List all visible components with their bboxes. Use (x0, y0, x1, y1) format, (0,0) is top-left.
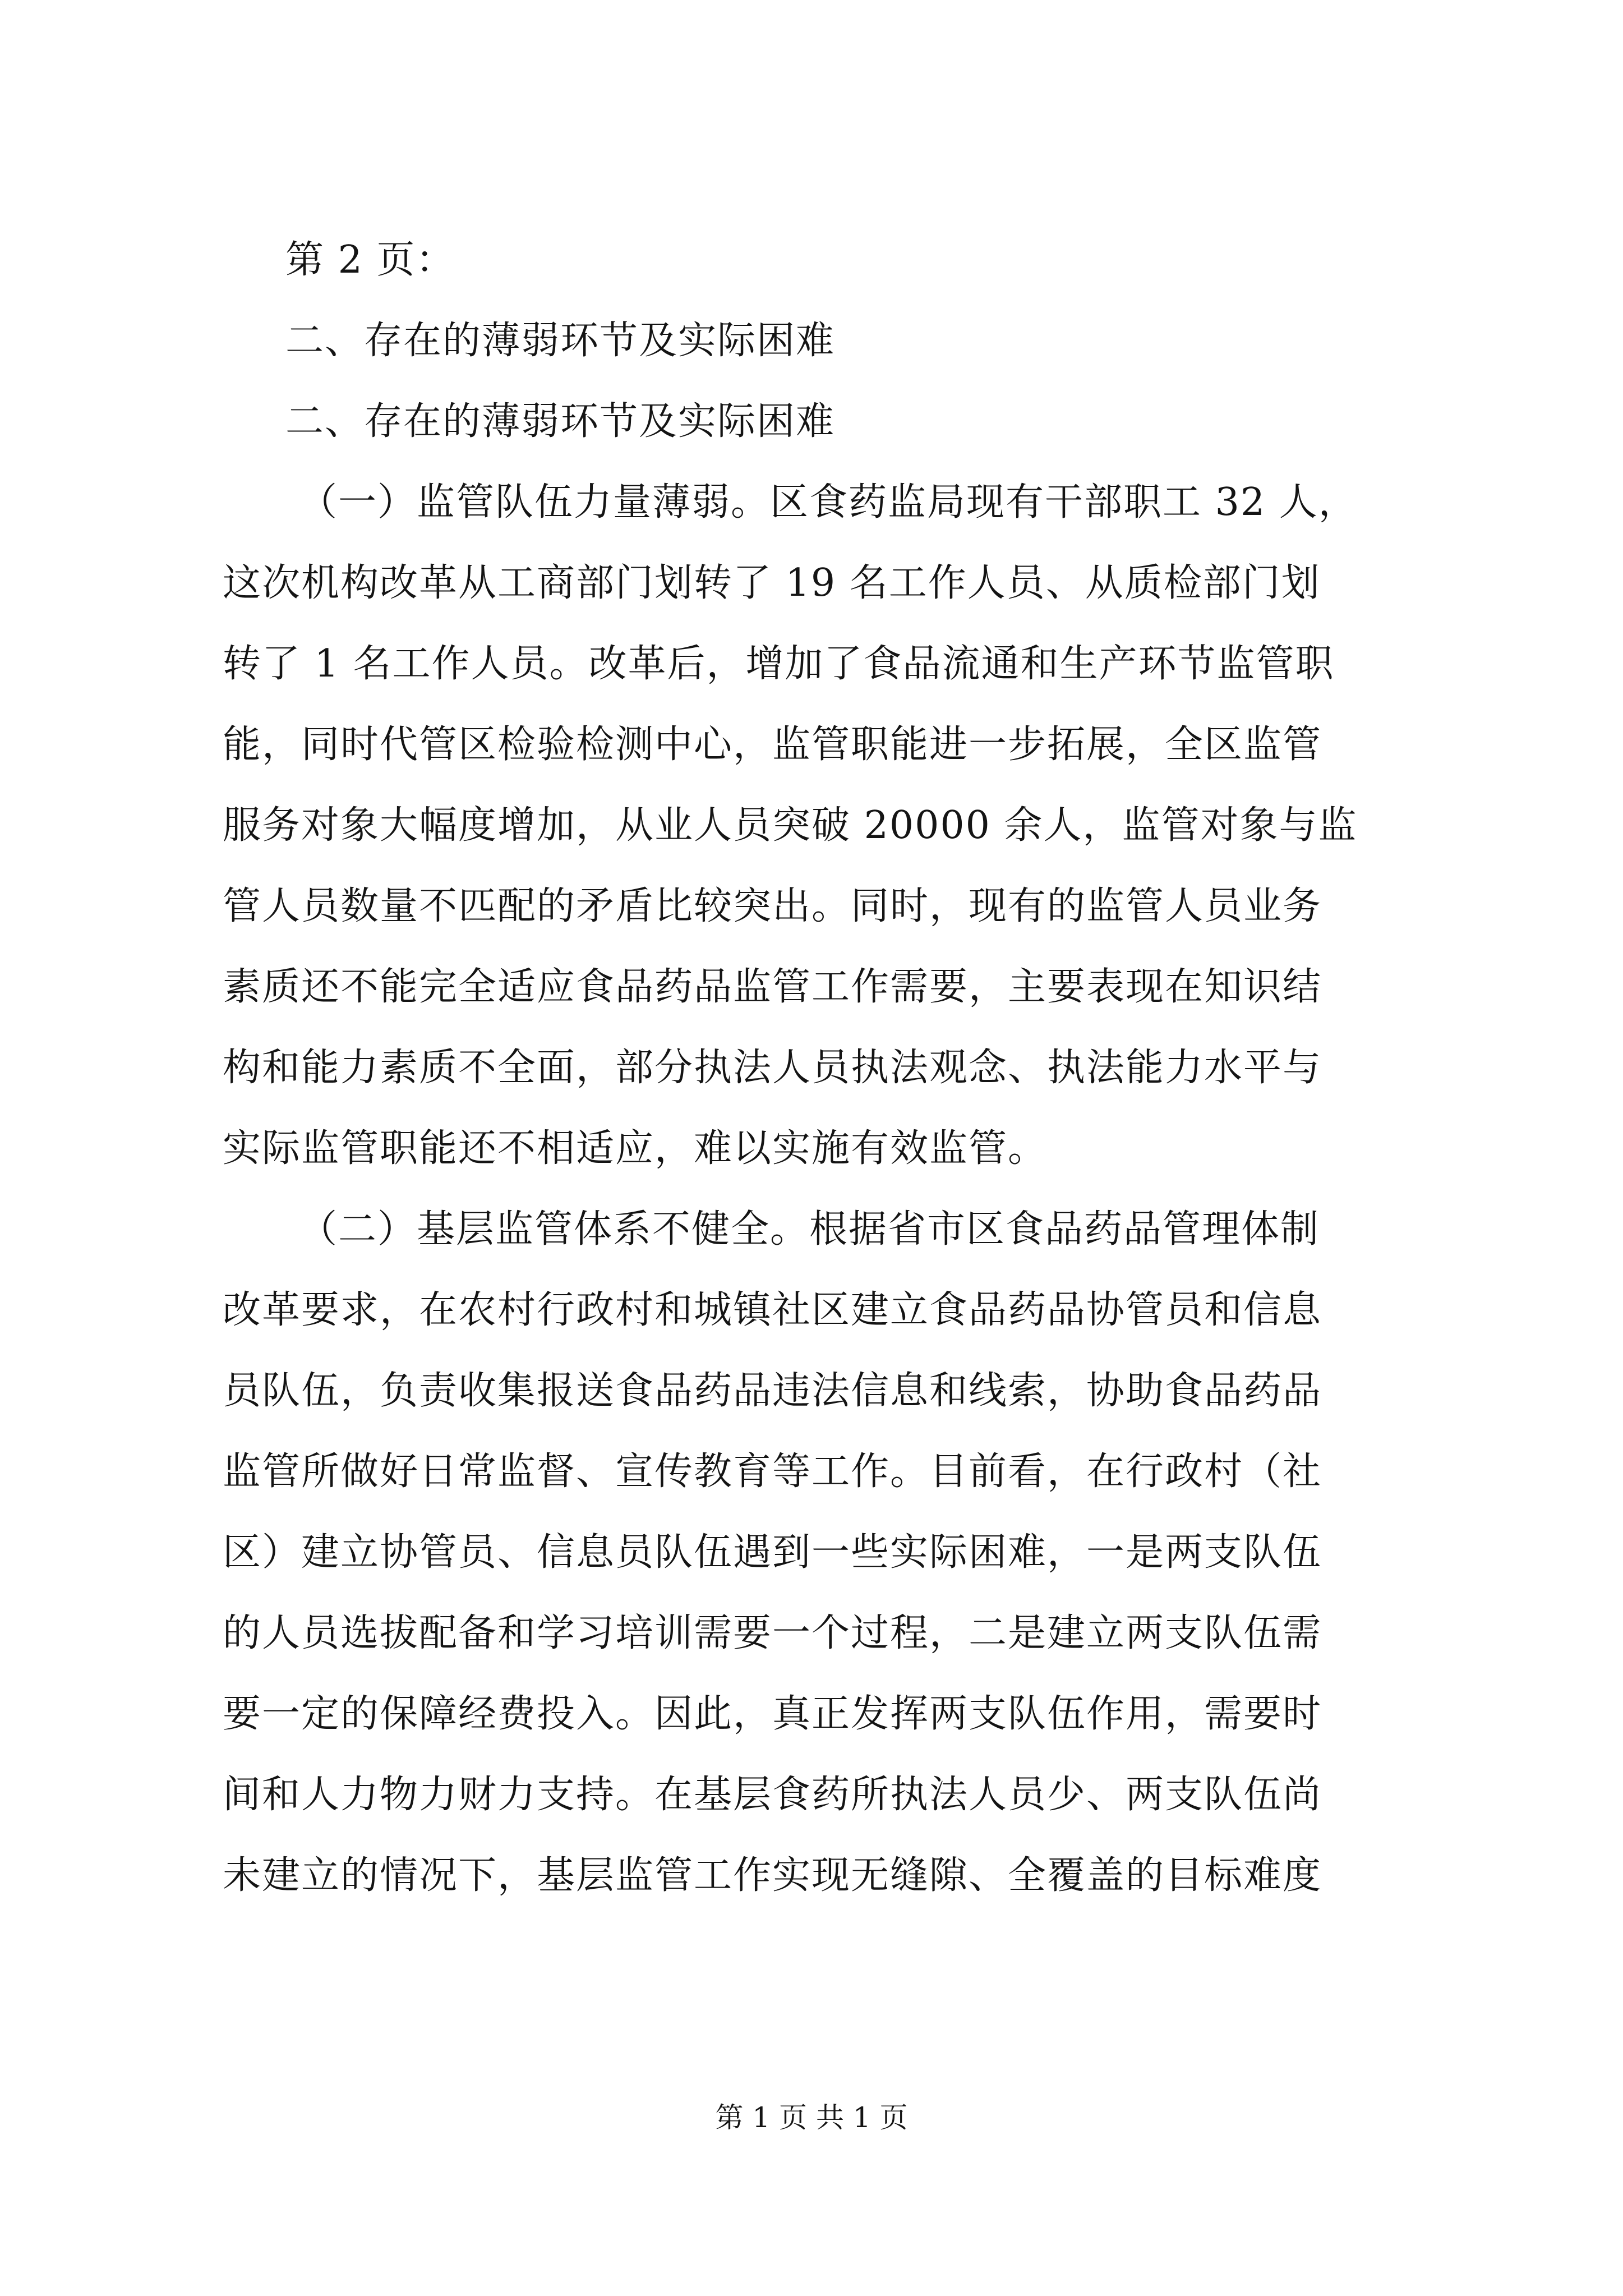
paragraph-line: （一）监管队伍力量薄弱。区食药监局现有干部职工 32 人， (299, 480, 1358, 524)
paragraph-line: 能，同时代管区检验检测中心，监管职能进一步拓展，全区监管 (223, 723, 1322, 767)
paragraph-line: 素质还不能完全适应食品药品监管工作需要，主要表现在知识结 (223, 965, 1322, 1009)
paragraph-line: 区）建立协管员、信息员队伍遇到一些实际困难，一是两支队伍 (223, 1530, 1322, 1575)
paragraph-line: 实际监管职能还不相适应，难以实施有效监管。 (223, 1126, 1048, 1171)
paragraph-line: 未建立的情况下，基层监管工作实现无缝隙、全覆盖的目标难度 (223, 1853, 1322, 1898)
paragraph-line: 管人员数量不匹配的矛盾比较突出。同时，现有的监管人员业务 (223, 884, 1322, 928)
paragraph-line: 改革要求，在农村行政村和城镇社区建立食品药品协管员和信息 (223, 1288, 1322, 1332)
paragraph-line: 这次机构改革从工商部门划转了 19 名工作人员、从质检部门划 (223, 561, 1321, 605)
section-heading: 二、存在的薄弱环节及实际困难 (285, 319, 836, 363)
paragraph-grassroots-system (223, 1189, 1428, 1916)
paragraph-line: 要一定的保障经费投入。因此，真正发挥两支队伍作用，需要时 (223, 1692, 1322, 1736)
paragraph-line: 服务对象大幅度增加，从业人员突破 20000 余人，监管对象与监 (223, 803, 1358, 848)
paragraph-line: 员队伍，负责收集报送食品药品违法信息和线索，协助食品药品 (223, 1369, 1322, 1413)
paragraph-line: 转了 1 名工作人员。改革后，增加了食品流通和生产环节监管职 (223, 642, 1335, 686)
document-body (223, 220, 1428, 1916)
paragraph-line: （二）基层监管体系不健全。根据省市区食品药品管理体制 (299, 1207, 1320, 1251)
paragraph-line: 监管所做好日常监督、宣传教育等工作。目前看，在行政村（社 (223, 1450, 1322, 1494)
page-label: 第 2 页： (285, 238, 455, 282)
paragraph-line: 构和能力素质不全面，部分执法人员执法观念、执法能力水平与 (223, 1046, 1322, 1090)
page-footer: 第 1 页 共 1 页 (715, 2101, 908, 2134)
paragraph-line: 间和人力物力财力支持。在基层食药所执法人员少、两支队伍尚 (223, 1773, 1322, 1817)
paragraph-supervision-team (223, 462, 1428, 1189)
paragraph-line: 的人员选拔配备和学习培训需要一个过程，二是建立两支队伍需 (223, 1611, 1322, 1655)
section-heading-repeat: 二、存在的薄弱环节及实际困难 (285, 399, 836, 444)
